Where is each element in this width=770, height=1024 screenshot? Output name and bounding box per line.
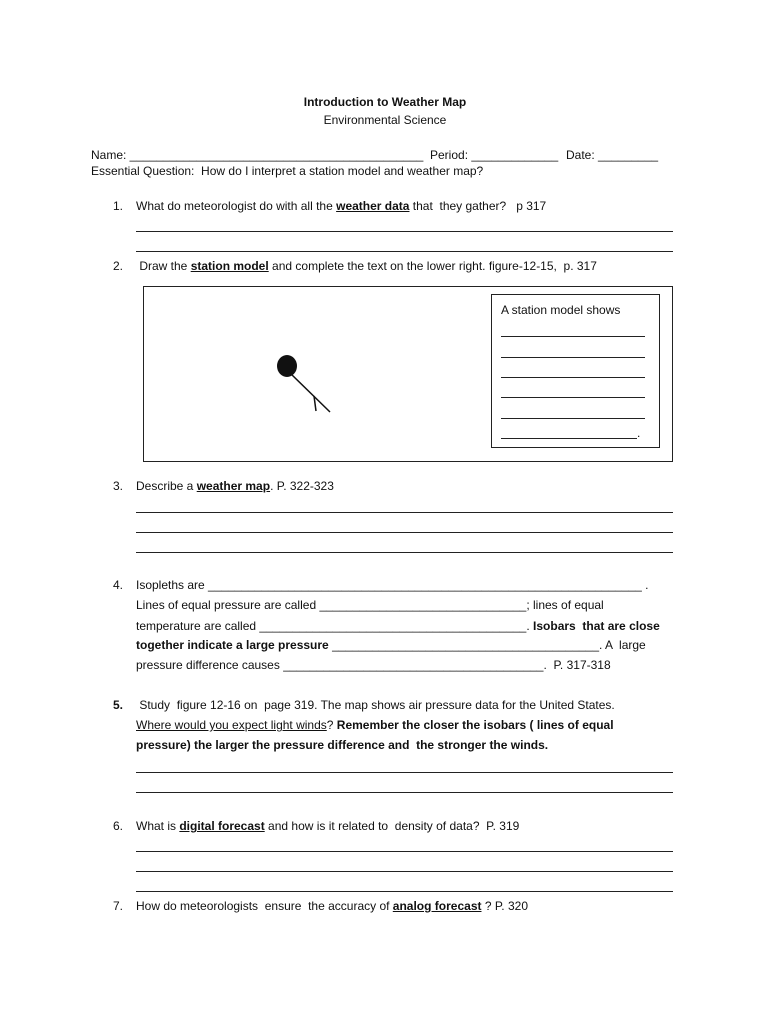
period-field[interactable]: Period: _____________ [430, 148, 559, 162]
question-5-line-3: pressure) the larger the pressure difference and the stronger the winds. [136, 738, 549, 752]
question-7-text: How do meteorologists ensure the accuracy of analog forecast ? P. 320 [136, 899, 528, 913]
question-3-number: 3. [113, 479, 124, 493]
answer-line[interactable] [136, 552, 673, 553]
question-3-keyword: weather map [196, 479, 271, 493]
station-model-blank[interactable] [501, 377, 645, 378]
question-2-keyword: station model [190, 259, 269, 273]
answer-line[interactable] [136, 532, 673, 533]
station-circle [277, 355, 297, 377]
answer-line[interactable] [136, 891, 673, 892]
page-subtitle: Environmental Science [323, 113, 447, 127]
question-7-number: 7. [113, 899, 124, 913]
answer-line[interactable] [136, 851, 673, 852]
question-1-text: What do meteorologist do with all the weather data that they gather? p 317 [136, 199, 547, 213]
station-model-blank[interactable] [501, 397, 645, 398]
question-4-line-3[interactable]: temperature are called ________________________________________. Isobars that are close [136, 619, 660, 633]
station-model-figure [270, 350, 340, 420]
name-field[interactable]: Name: ____________________________________________ [91, 148, 424, 162]
answer-line[interactable] [136, 251, 673, 252]
answer-line[interactable] [136, 512, 673, 513]
question-4-line-4[interactable]: together indicate a large pressure ________________________________________. A large [136, 638, 646, 652]
question-7-keyword: analog forecast [392, 899, 482, 913]
answer-line[interactable] [136, 772, 673, 773]
essential-question: Essential Question: How do I interpret a station model and weather map? [91, 164, 484, 178]
station-model-blank[interactable] [501, 438, 637, 439]
wind-barb-shaft [290, 373, 330, 412]
question-4-line-1[interactable]: Isopleths are _________________________________________________________________ . [136, 578, 649, 592]
question-5-number: 5. [113, 698, 124, 712]
question-1-keyword: weather data [336, 199, 410, 213]
answer-line[interactable] [136, 231, 673, 232]
station-model-text-box [491, 294, 660, 448]
station-model-blank[interactable] [501, 357, 645, 358]
station-model-box-end: . [637, 426, 641, 440]
question-4-line-5[interactable]: pressure difference causes _______________________________________. P. 317-318 [136, 658, 611, 672]
question-5-line-2: Where would you expect light winds? Remember the closer the isobars ( lines of equal [136, 718, 614, 732]
answer-line[interactable] [136, 871, 673, 872]
question-2-text: Draw the station model and complete the text on the lower right. figure-12-15, p. 317 [136, 259, 597, 273]
station-model-box-label: A station model shows [501, 303, 621, 317]
answer-line[interactable] [136, 792, 673, 793]
station-model-blank[interactable] [501, 336, 645, 337]
question-6-text: What is digital forecast and how is it related to density of data? P. 319 [136, 819, 520, 833]
question-6-keyword: digital forecast [179, 819, 265, 833]
question-1-number: 1. [113, 199, 124, 213]
question-3-text: Describe a weather map. P. 322-323 [136, 479, 334, 493]
question-5-line-1: Study figure 12-16 on page 319. The map shows air pressure data for the United States. [136, 698, 615, 712]
station-model-blank[interactable] [501, 418, 645, 419]
date-field[interactable]: Date: _________ [566, 148, 659, 162]
question-4-line-2[interactable]: Lines of equal pressure are called _______________________________; lines of equal [136, 598, 604, 612]
question-2-number: 2. [113, 259, 124, 273]
page-title: Introduction to Weather Map [303, 95, 467, 109]
question-6-number: 6. [113, 819, 124, 833]
question-4-number: 4. [113, 578, 124, 592]
